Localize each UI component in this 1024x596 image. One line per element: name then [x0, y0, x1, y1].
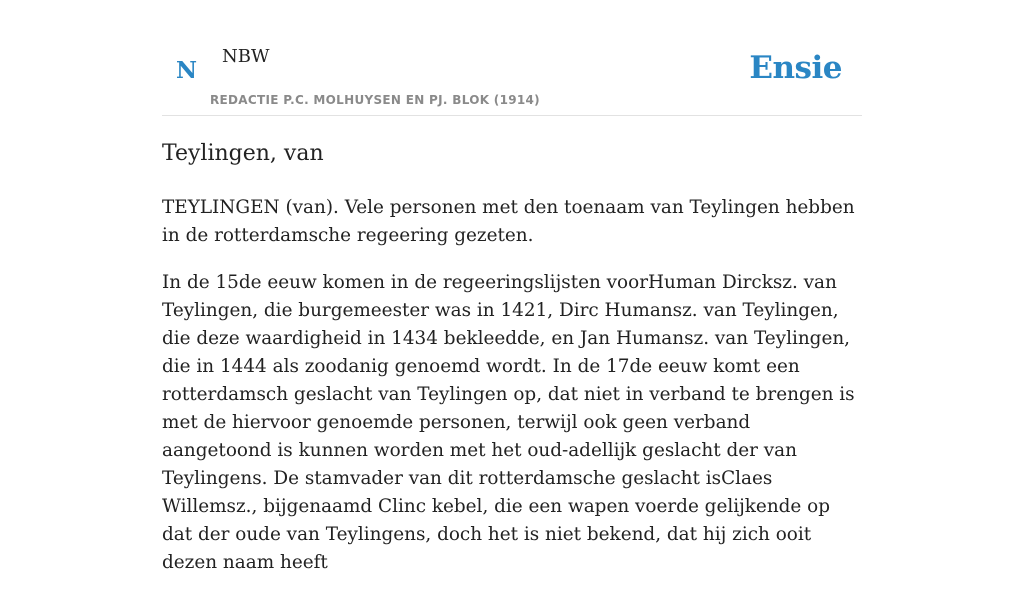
article-title: Teylingen, van [162, 141, 324, 166]
source-subtitle: REDACTIE P.C. MOLHUYSEN EN PJ. BLOK (1914) [210, 93, 540, 107]
source-header [162, 30, 862, 116]
source-title-link[interactable]: NBW [222, 46, 270, 67]
brand-logo-link[interactable]: Ensie [749, 50, 842, 86]
article [162, 138, 864, 596]
article-paragraph: TEYLINGEN (van). Vele personen met den toenaam van Teylingen hebben in de rotterdamsche regeering gezeten. [162, 197, 855, 246]
article-paragraph: In de 15de eeuw komen in de regeeringslijsten voorHuman Dircksz. van Teylingen, die burgemeester was in 1421, Dirc Humansz. van Teylingen, die deze waardigheid in 1434 bekleedde, en Jan Humansz. van Teylingen, die in 1444 als zoodanig genoemd wordt. In de 17de eeuw komt een rotterdamsch geslacht van Teylingen op, dat niet in verband te brengen is met de hiervoor genoemde personen, terwijl ook geen verband aangetoond is kunnen worden met het oud-adellijk geslacht der van Teylingens. De stamvader van dit rotterdamsche geslacht isClaes Willemsz., bijgenaamd Clinc kebel, die een wapen voerde gelijkende op dat der oude van Teylingens, doch het is niet bekend, dat hij zich ooit dezen naam heeft [162, 272, 855, 573]
source-logo: N [176, 57, 198, 84]
